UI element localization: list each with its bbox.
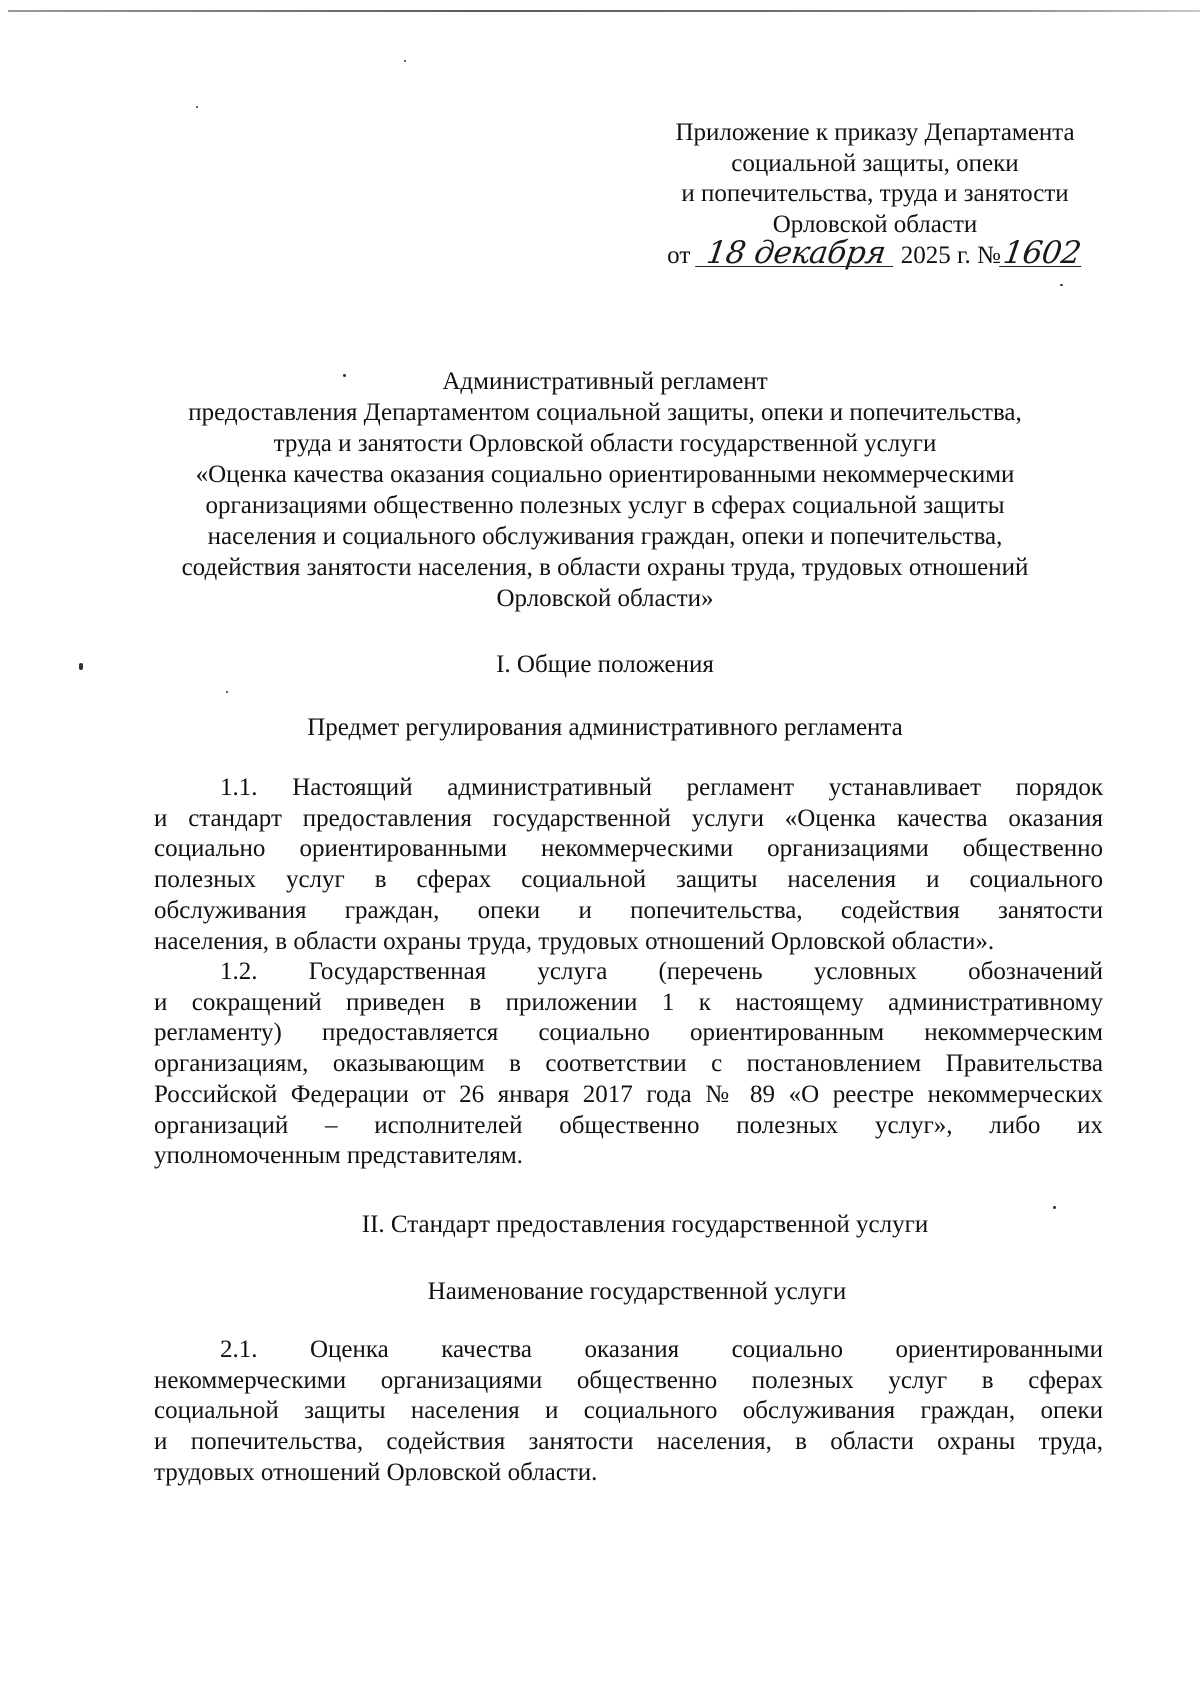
text-line: социально ориентированными некоммерческими организациями общественно — [154, 835, 1103, 863]
text-line: 1.1. Настоящий административный регламент устанавливает порядок — [220, 774, 1103, 801]
text-line: 1.2. Государственная услуга (перечень условных обозначений — [220, 958, 1103, 985]
scan-speck — [79, 663, 83, 670]
text-line: организаций – исполнителей общественно полезных услуг», либо их — [154, 1111, 1103, 1139]
scan-speck — [1053, 1206, 1056, 1209]
section-1-subheading: Предмет регулирования административного регламента — [307, 714, 903, 741]
section-2-subheading: Наименование государственной услуги — [427, 1278, 847, 1305]
order-date-line — [640, 235, 1110, 272]
section-1-heading: I. Общие положения — [496, 651, 714, 678]
text-line: полезных услуг в сферах социальной защиты населения и социального — [154, 866, 1103, 894]
title-line: населения и социального обслуживания граждан, опеки и попечительства, — [207, 523, 1003, 550]
handwritten-order-number: 1602 — [1000, 235, 1083, 271]
paragraph-1-2 — [154, 957, 1103, 1172]
title-line: предоставления Департаментом социальной защиты, опеки и попечительства, — [188, 399, 1022, 426]
scan-speck — [343, 374, 346, 377]
title-line: Административный регламент — [442, 368, 768, 395]
section-2-heading: II. Стандарт предоставления государственной услуги — [361, 1211, 929, 1238]
scan-top-edge-line — [8, 10, 1200, 12]
text-line: некоммерческими организациями общественно полезных услуг в сферах — [154, 1366, 1103, 1394]
text-line: и сокращений приведен в приложении 1 к настоящему административному — [154, 988, 1103, 1016]
text-line: населения, в области охраны труда, трудовых отношений Орловской области». — [154, 927, 995, 955]
scan-speck — [1060, 284, 1063, 286]
appendix-line: и попечительства, труда и занятости — [681, 180, 1069, 207]
title-line: организациями общественно полезных услуг в сферах социальной защиты — [205, 492, 1005, 519]
appendix-line: Приложение к приказу Департамента — [675, 119, 1075, 146]
text-line: социальной защиты населения и социального обслуживания граждан, опеки — [154, 1397, 1103, 1425]
text-line: обслуживания граждан, опеки и попечительства, содействия занятости — [154, 896, 1103, 924]
text-line: трудовых отношений Орловской области. — [154, 1458, 598, 1486]
date-prefix: от — [667, 242, 691, 269]
text-line: и стандарт предоставления государственной услуги «Оценка качества оказания — [154, 804, 1103, 832]
title-line: труда и занятости Орловской области государственной услуги — [273, 430, 937, 457]
title-line: «Оценка качества оказания социально ориентированными некоммерческими — [195, 461, 1015, 488]
appendix-line: социальной защиты, опеки — [731, 149, 1019, 177]
scan-speck — [196, 106, 198, 108]
text-line: уполномоченным представителям. — [154, 1142, 523, 1170]
title-line: Орловской области» — [496, 585, 714, 612]
text-line: и попечительства, содействия занятости населения, в области охраны труда, — [154, 1428, 1103, 1456]
scan-speck — [226, 691, 228, 693]
appendix-line: Орловской области — [772, 210, 978, 238]
text-line: Российской Федерации от 26 января 2017 года № 89 «О реестре некоммерческих — [154, 1080, 1103, 1108]
text-line: регламенту) предоставляется социально ориентированным некоммерческим — [154, 1019, 1103, 1047]
text-line: 2.1. Оценка качества оказания социально ориентированными — [220, 1336, 1103, 1363]
document-title — [130, 366, 1080, 614]
scan-speck — [404, 60, 406, 62]
handwritten-date: 18 декабря — [695, 240, 897, 267]
paragraph-1-1 — [154, 773, 1103, 957]
paragraph-2-1 — [154, 1335, 1103, 1489]
title-line: содействия занятости населения, в области охраны труда, трудовых отношений — [181, 554, 1029, 581]
text-line: организациям, оказывающим в соответствии с постановлением Правительства — [154, 1050, 1103, 1078]
appendix-header — [640, 118, 1110, 272]
year-and-number-label: 2025 г. № — [900, 242, 1001, 269]
